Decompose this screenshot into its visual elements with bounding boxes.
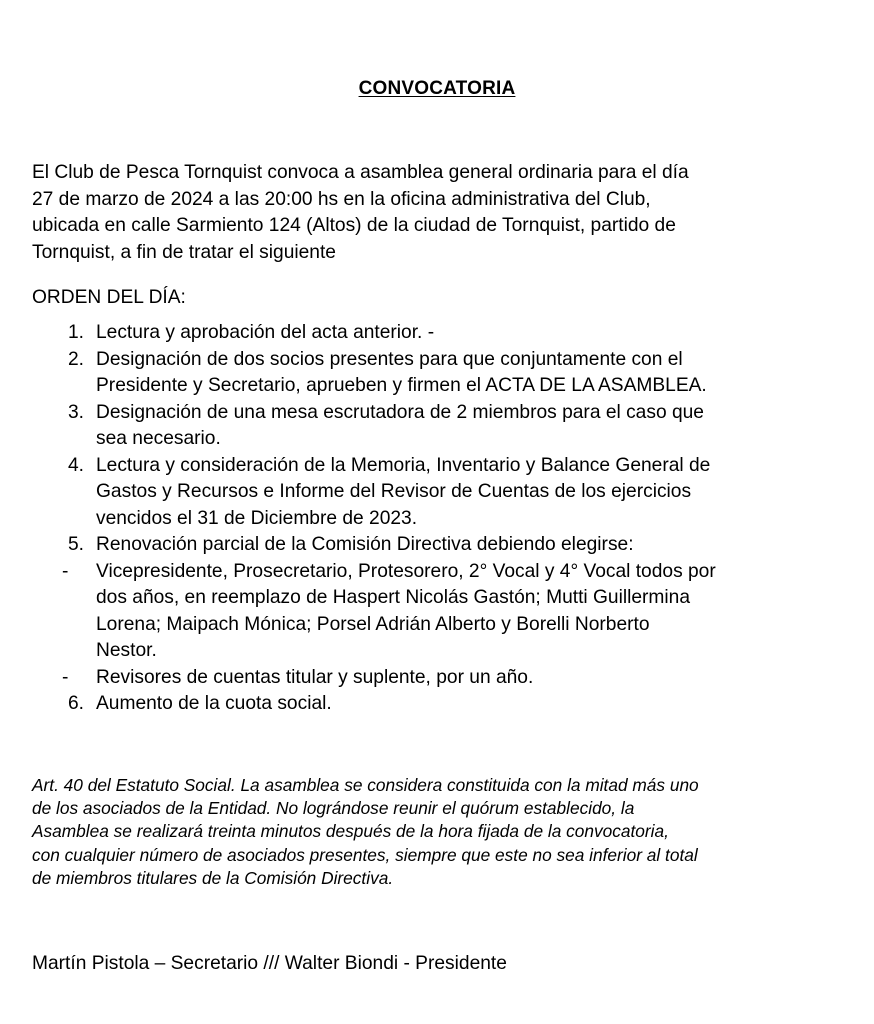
agenda-item: [32, 400, 842, 453]
item-text: [96, 559, 842, 665]
item-marker: 3.: [67, 401, 84, 423]
item-marker: -: [62, 666, 69, 688]
agenda-item: [32, 320, 842, 347]
agenda-item: [32, 347, 842, 400]
intro-line: El Club de Pesca Tornquist convoca a asamblea general ordinaria para el día: [32, 162, 689, 183]
intro-line: 27 de marzo de 2024 a las 20:00 hs en la oficina administrativa del Club,: [32, 188, 651, 210]
item-marker: 6.: [67, 693, 84, 714]
article-line: de miembros titulares de la Comisión Directiva.: [32, 867, 394, 888]
item-marker: -: [62, 560, 69, 582]
intro-paragraph: [32, 160, 832, 266]
agenda-subitem: [32, 559, 842, 665]
item-line: Renovación parcial de la Comisión Directiva debiendo elegirse:: [96, 534, 634, 555]
document-title: CONVOCATORIA: [358, 78, 516, 99]
agenda-item: [32, 453, 842, 533]
item-text: [96, 532, 842, 559]
item-line: Revisores de cuentas titular y suplente, por un año.: [96, 666, 534, 688]
item-line: sea necesario.: [96, 428, 221, 449]
item-line: Vicepresidente, Prosecretario, Protesorero, 2° Vocal y 4° Vocal todos por: [96, 560, 716, 582]
item-text: [96, 320, 842, 347]
item-text: [96, 400, 842, 453]
agenda-item: [32, 532, 842, 559]
item-line: Lectura y aprobación del acta anterior. -: [96, 322, 435, 343]
item-line: Lectura y consideración de la Memoria, Inventario y Balance General de: [96, 454, 711, 476]
agenda-list: [32, 320, 842, 718]
article-line: de los asociados de la Entidad. No lográndose reunir el quórum establecido, la: [32, 798, 635, 819]
item-line: Designación de una mesa escrutadora de 2 miembros para el caso que: [96, 401, 704, 423]
article-line: con cualquier número de asociados presentes, siempre que este no sea inferior al total: [32, 844, 698, 865]
item-line: Aumento de la cuota social.: [96, 693, 332, 714]
article-line: Asamblea se realizará treinta minutos después de la hora fijada de la convocatoria,: [32, 821, 669, 842]
signature-line: Martín Pistola – Secretario /// Walter Biondi - Presidente: [32, 953, 507, 974]
agenda-subitem: [32, 665, 842, 692]
item-line: Gastos y Recursos e Informe del Revisor de Cuentas de los ejercicios: [96, 481, 692, 502]
item-text: [96, 665, 842, 692]
item-line: Designación de dos socios presentes para que conjuntamente con el: [96, 348, 683, 370]
intro-line: ubicada en calle Sarmiento 124 (Altos) de la ciudad de Tornquist, partido de: [32, 215, 676, 236]
item-marker: 2.: [67, 348, 84, 370]
statute-article: [32, 774, 842, 890]
item-marker: 4.: [67, 454, 84, 476]
agenda-item: [32, 691, 842, 718]
item-text: [96, 347, 842, 400]
item-line: Nestor.: [96, 640, 157, 661]
item-line: dos años, en reemplazo de Haspert Nicolás Gastón; Mutti Guillermina: [96, 587, 691, 608]
orden-heading: ORDEN DEL DÍA:: [32, 287, 186, 308]
item-marker: 1.: [67, 322, 84, 343]
item-text: [96, 453, 842, 533]
item-line: Lorena; Maipach Mónica; Porsel Adrián Alberto y Borelli Norberto: [96, 613, 650, 635]
article-line: Art. 40 del Estatuto Social. La asamblea se considera constituida con la mitad más uno: [32, 775, 699, 795]
item-text: [96, 691, 842, 718]
item-line: vencidos el 31 de Diciembre de 2023.: [96, 507, 418, 529]
item-line: Presidente y Secretario, aprueben y firmen el ACTA DE LA ASAMBLEA.: [96, 375, 707, 396]
item-marker: 5.: [67, 534, 84, 555]
intro-line: Tornquist, a fin de tratar el siguiente: [32, 241, 336, 263]
